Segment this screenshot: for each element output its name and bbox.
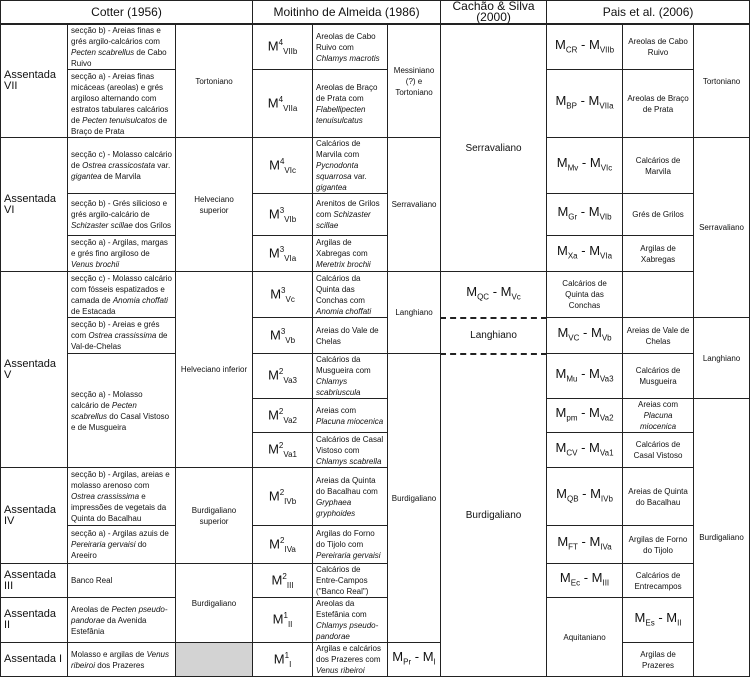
cotter-desc-7: secção b) - Areias e grés com Ostrea crassissima de Val-de-Chelas — [68, 318, 176, 354]
pais-desc-3: Calcários de Marvila — [623, 138, 694, 194]
assentada-ii: Assentada II — [1, 598, 68, 643]
pais-code-9: $M_{pm} - M_{Va2}$ — [547, 399, 623, 433]
moitinho-code-8: $M^2_{Va3}$ — [253, 354, 313, 399]
pais-desc-12: Argilas de Forno do Tijolo — [623, 526, 694, 564]
pais-desc-2: Areolas de Braço de Prata — [623, 70, 694, 138]
cotter-desc-3: secção c) - Molasso calcário de Ostrea crassicostata var. gigantea de Marvila — [68, 138, 176, 194]
cotter-stage-helveciano-inferior: Helveciano inferior — [176, 272, 253, 468]
pais-desc-6: Calcários de Quinta das Conchas — [547, 272, 623, 318]
cotter-desc-8: secção a) - Molasso calcário de Pecten scabrellus do Casal Vistoso e de Musgueira — [68, 354, 176, 468]
moitinho-stage-aquitaniano: Aquitaniano — [547, 598, 623, 677]
pais-code-3: $M_{Mv} - M_{VIc}$ — [547, 138, 623, 194]
cotter-desc-9: secção b) - Argilas, areias e molasso arenoso com Ostrea crassissima e impressões de vegetais da Quinta do Bacalhau — [68, 468, 176, 526]
header-cachao: Cachão & Silva (2000) — [441, 1, 547, 25]
moitinho-code-15: $M^1_I$ — [253, 643, 313, 677]
pais-desc-8: Calcários de Musgueira — [623, 354, 694, 399]
pais-stage-tortoniano: Tortoniano — [694, 24, 750, 138]
moitinho-desc-8: Calcários da Musgueira com Chlamys scabriuscula — [313, 354, 388, 399]
header-cotter: Cotter (1956) — [1, 1, 253, 25]
pais-desc-11: Areias de Quinta do Bacalhau — [623, 468, 694, 526]
moitinho-desc-15: Argilas e calcários dos Prazeres com Venus ribeiroi — [313, 643, 388, 677]
moitinho-desc-9: Areias com Placuna miocenica — [313, 399, 388, 433]
pais-code-5: $M_{Xa} - M_{VIa}$ — [547, 236, 623, 272]
pais-code-7: $M_{VC} - M_{Vb}$ — [547, 318, 623, 354]
assentada-v: Assentada V — [1, 272, 68, 468]
pais-code-15: $M_{Pr} - M_I$ — [388, 643, 441, 677]
assentada-iv: Assentada IV — [1, 468, 68, 564]
moitinho-desc-1: Areolas de Cabo Ruivo com Chlamys macrotis — [313, 24, 388, 70]
cotter-stage-burdigaliano-superior: Burdigaliano superior — [176, 468, 253, 564]
cotter-desc-13: Molasso e argilas de Venus ribeiroi dos Prazeres — [68, 643, 176, 677]
cotter-stage-helveciano-superior: Helveciano superior — [176, 138, 253, 272]
assentada-vi: Assentada VI — [1, 138, 68, 272]
cotter-desc-4: secção b) - Grés silicioso e grés argilo-calcário de Schizaster scillae dos Grilos — [68, 194, 176, 236]
pais-desc-9: Areias com Placuna miocenica — [623, 399, 694, 433]
pais-code-6: $M_{QC} - M_{Vc}$ — [441, 272, 547, 318]
moitinho-code-11: $M^2_{IVb}$ — [253, 468, 313, 526]
cachao-stage-langhiano: Langhiano — [441, 318, 547, 354]
assentada-i: Assentada I — [1, 643, 68, 677]
cotter-stage-tortoniano: Tortoniano — [176, 24, 253, 138]
header-pais: Pais et al. (2006) — [547, 1, 750, 25]
moitinho-code-10: $M^2_{Va1}$ — [253, 433, 313, 468]
pais-code-1: $M_{CR} - M_{VIIb}$ — [547, 24, 623, 70]
moitinho-code-1: $M^4_{VIIb}$ — [253, 24, 313, 70]
cotter-desc-11: Banco Real — [68, 564, 176, 598]
cotter-desc-1: secção b) - Areias finas e grés argilo-calcários com Pecten scabrellus de Cabo Ruivo — [68, 24, 176, 70]
pais-desc-7: Areias de Vale de Chelas — [623, 318, 694, 354]
moitinho-code-5: $M^3_{VIa}$ — [253, 236, 313, 272]
pais-code-10: $M_{CV} - M_{Va1}$ — [547, 433, 623, 468]
moitinho-stage-serravaliano: Serravaliano — [388, 138, 441, 272]
pais-desc-1: Areolas de Cabo Ruivo — [623, 24, 694, 70]
cotter-desc-6: secção c) - Molasso calcário com fósseis espatizados e camada de Anomia choffati de Estacada — [68, 272, 176, 318]
pais-stage-serravaliano: Serravaliano — [694, 138, 750, 318]
pais-code-4: $M_{Gr} - M_{VIb}$ — [547, 194, 623, 236]
pais-stage-langhiano: Langhiano — [694, 318, 750, 399]
moitinho-code-14: $M^1_{II}$ — [253, 598, 313, 643]
moitinho-desc-10: Calcários de Casal Vistoso com Chlamys scabrella — [313, 433, 388, 468]
pais-code-13: $M_{Ec} - M_{III}$ — [547, 564, 623, 598]
moitinho-stage-burdigaliano: Burdigaliano — [388, 354, 441, 643]
pais-desc-15: Argilas de Prazeres — [623, 643, 694, 677]
moitinho-stage-langhiano: Langhiano — [388, 272, 441, 354]
moitinho-desc-12: Argilas do Forno do Tijolo com Pereiraria gervaisi — [313, 526, 388, 564]
moitinho-desc-11: Areias da Quinta do Bacalhau com Gryphaea gryphoides — [313, 468, 388, 526]
cotter-desc-2: secção a) - Areias finas micáceas (areolas) e grés argiloso alternando com estratos tabulares calcários de Pecten tenuisulcatos de Braço de Prata — [68, 70, 176, 138]
pais-desc-5: Argilas de Xabregas — [623, 236, 694, 272]
moitinho-code-2: $M^4_{VIIa}$ — [253, 70, 313, 138]
moitinho-stage-messiniano: Messiniano (?) e Tortoniano — [388, 24, 441, 138]
moitinho-code-13: $M^2_{III}$ — [253, 564, 313, 598]
moitinho-desc-14: Areolas da Estefânia com Chlamys pseudo-pandorae — [313, 598, 388, 643]
cachao-stage-serravaliano: Serravaliano — [441, 24, 547, 272]
pais-stage-burdigaliano: Burdigaliano — [694, 399, 750, 677]
pais-code-11: $M_{QB} - M_{IVb}$ — [547, 468, 623, 526]
cotter-stage-burdigaliano: Burdigaliano — [176, 564, 253, 643]
moitinho-desc-2: Areolas de Braço de Prata com Flabellipecten tenuisulcatus — [313, 70, 388, 138]
moitinho-code-4: $M^3_{VIb}$ — [253, 194, 313, 236]
cotter-desc-10: secção a) - Argilas azuis de Pereiraria gervaisi do Areeiro — [68, 526, 176, 564]
cotter-desc-12: Areolas de Pecten pseudo-pandorae da Avenida Estefânia — [68, 598, 176, 643]
moitinho-code-3: $M^4_{VIc}$ — [253, 138, 313, 194]
moitinho-code-7: $M^3_{Vb}$ — [253, 318, 313, 354]
moitinho-code-12: $M^2_{IVa}$ — [253, 526, 313, 564]
cotter-desc-5: secção a) - Argilas, margas e grés fino argiloso de Venus brochii — [68, 236, 176, 272]
moitinho-code-9: $M^2_{Va2}$ — [253, 399, 313, 433]
assentada-iii: Assentada III — [1, 564, 68, 598]
moitinho-code-6: $M^3_{Vc}$ — [253, 272, 313, 318]
pais-code-8: $M_{Mu} - M_{Va3}$ — [547, 354, 623, 399]
assentada-vii: Assentada VII — [1, 24, 68, 138]
pais-desc-4: Grés de Grilos — [623, 194, 694, 236]
empty-grey-cell — [176, 643, 253, 677]
moitinho-desc-6: Calcários da Quinta das Conchas com Anomia choffati — [313, 272, 388, 318]
moitinho-desc-7: Areias do Vale de Chelas — [313, 318, 388, 354]
moitinho-desc-3: Calcários de Marvila com Pycnodonta squarrosa var. gigantea — [313, 138, 388, 194]
moitinho-desc-4: Arenitos de Grilos com Schizaster scillae — [313, 194, 388, 236]
cachao-stage-burdigaliano: Burdigaliano — [441, 354, 547, 677]
pais-code-14: $M_{Es} - M_{II}$ — [623, 598, 694, 643]
moitinho-desc-13: Calcários de Entre-Campos ("Banco Real") — [313, 564, 388, 598]
pais-code-2: $M_{BP} - M_{VIIa}$ — [547, 70, 623, 138]
pais-desc-13: Calcários de Entrecampos — [623, 564, 694, 598]
moitinho-desc-5: Argilas de Xabregas com Meretrix brochii — [313, 236, 388, 272]
pais-code-12: $M_{FT} - M_{IVa}$ — [547, 526, 623, 564]
pais-desc-10: Calcários de Casal Vistoso — [623, 433, 694, 468]
header-moitinho: Moitinho de Almeida (1986) — [253, 1, 441, 25]
